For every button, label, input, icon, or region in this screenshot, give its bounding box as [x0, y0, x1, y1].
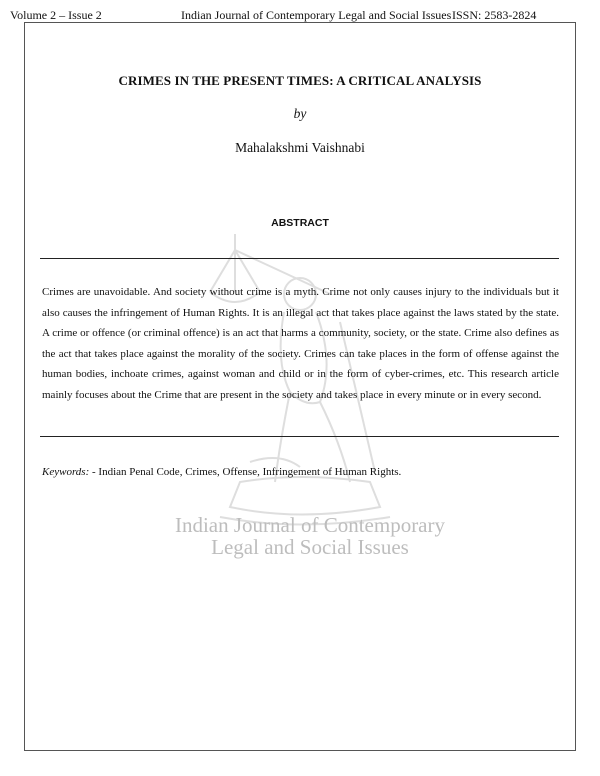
author-name: Mahalakshmi Vaishnabi [235, 140, 365, 155]
watermark-line-1: Indian Journal of Contemporary [174, 513, 446, 537]
header-volume: Volume 2 – Issue 2 [10, 8, 102, 22]
abstract-body: Crimes are unavoidable. And society without crime is a myth. Crime not only causes injury to the individuals but it also causes the infringement of Human Rights. It is an illegal act that takes place against the laws stated by the state. A crime or offence (or criminal offence) is an act that harms a community, society, or the state. Crime also defines as the act that takes place against the morality of the society. Crimes can take places in the form of offense against the human bodies, inchoate crimes, against woman and child or in the form of cyber-crimes, etc. This research article mainly focuses about the Crime that are present in the society and takes place in every minute or in every second. [42, 286, 559, 401]
keywords-line [42, 466, 559, 478]
byline-by: by [293, 106, 307, 121]
keywords-list: - Indian Penal Code, Crimes, Offense, Infringement of Human Rights. [89, 466, 402, 478]
header-journal-name: Indian Journal of Contemporary Legal and Social Issues [181, 8, 452, 22]
article-title: CRIMES IN THE PRESENT TIMES: A CRITICAL ANALYSIS [118, 73, 482, 88]
running-header [0, 4, 600, 24]
journal-watermark-text [0, 514, 600, 558]
header-issn: ISSN: 2583-2824 [452, 8, 537, 22]
watermark-line-2: Legal and Social Issues [211, 535, 409, 559]
keywords-label: Keywords: [42, 466, 90, 478]
abstract-heading: ABSTRACT [271, 217, 329, 229]
abstract-top-rule [40, 258, 559, 259]
abstract-bottom-rule [40, 436, 559, 437]
